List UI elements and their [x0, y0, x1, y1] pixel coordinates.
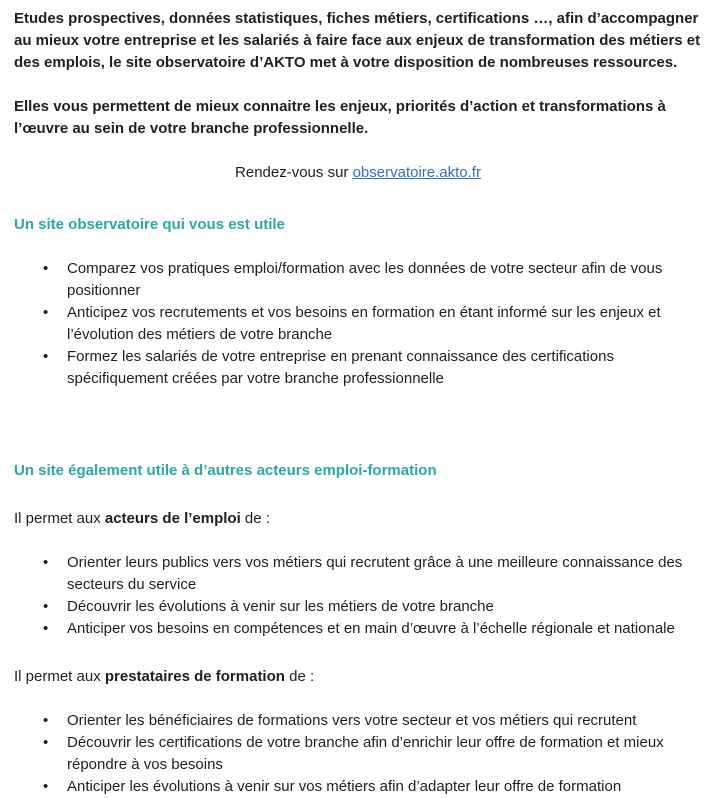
list-item-text: Orienter les bénéficiaires de formations vers votre secteur et vos métiers qui recrutent [67, 712, 637, 729]
list-item [14, 346, 702, 390]
bullet-icon: • [43, 304, 49, 321]
bullet-list-formation [14, 710, 702, 798]
list-item-text: Anticiper vos besoins en compétences et en main d’œuvre à l’échelle régionale et nationale [67, 620, 675, 637]
list-item-text: Anticiper les évolutions à venir sur vos métiers afin d’adapter leur offre de formation [67, 778, 622, 795]
list-item [14, 258, 702, 302]
bullet-icon: • [43, 348, 49, 365]
section-spacer [14, 390, 702, 430]
list-item [14, 710, 702, 732]
list-item [14, 776, 702, 798]
paragraph-prefix: Il permet aux [14, 510, 105, 527]
section-heading-utile: Un site observatoire qui vous est utile [14, 216, 285, 233]
list-item [14, 618, 702, 640]
paragraph-suffix: de : [284, 668, 315, 685]
observatoire-akto-link[interactable]: observatoire.akto.fr [352, 164, 481, 181]
bullet-icon: • [43, 712, 49, 729]
paragraph-prefix: Il permet aux [14, 668, 105, 685]
paragraph-bold-term: prestataires de formation [104, 668, 285, 685]
list-item [14, 302, 702, 346]
paragraph-acteurs-emploi [14, 508, 702, 530]
bullet-list-utile [14, 258, 702, 390]
bullet-icon: • [43, 734, 49, 751]
list-item-text: Découvrir les certifications de votre branche afin d’enrichir leur offre de formation et mieux répondre à vos besoins [67, 734, 664, 773]
list-item [14, 596, 702, 618]
list-item-text: Découvrir les évolutions à venir sur les métiers de votre branche [67, 598, 494, 615]
list-item [14, 732, 702, 776]
paragraph-bold-term: acteurs de l’emploi [104, 510, 241, 527]
list-item-text: Comparez vos pratiques emploi/formation avec les données de votre secteur afin de vous positionner [67, 260, 663, 299]
bullet-icon: • [43, 620, 49, 637]
link-line-prefix: Rendez-vous sur [235, 164, 353, 181]
bullet-icon: • [43, 260, 49, 277]
bullet-icon: • [43, 554, 49, 571]
link-line [14, 162, 702, 184]
paragraph-suffix: de : [240, 510, 270, 527]
list-item [14, 552, 702, 596]
paragraph-prestataires-formation [14, 666, 702, 688]
bullet-icon: • [43, 778, 49, 795]
section-heading-autres: Un site également utile à d’autres acteurs emploi-formation [14, 462, 437, 479]
list-item-text: Formez les salariés de votre entreprise en prenant connaissance des certifications spécifiquement créées par votre branche professionnelle [67, 348, 614, 387]
intro-paragraph-2: Elles vous permettent de mieux connaitre les enjeux, priorités d’action et transformations à l’œuvre au sein de votre branche professionnelle. [14, 98, 666, 137]
intro-paragraph-1: Etudes prospectives, données statistiques, fiches métiers, certifications …, afin d’accompagner au mieux votre entreprise et les salariés à faire face aux enjeux de transformation des métiers et des emplois, le site observatoire d’AKTO met à votre disposition de nombreuses ressources. [14, 10, 701, 71]
bullet-list-emploi [14, 552, 702, 640]
bullet-icon: • [43, 598, 49, 615]
list-item-text: Anticipez vos recrutements et vos besoins en formation en étant informé sur les enjeux et l’évolution des métiers de votre branche [67, 304, 661, 343]
list-item-text: Orienter leurs publics vers vos métiers qui recrutent grâce à une meilleure connaissance des secteurs du service [67, 554, 683, 593]
